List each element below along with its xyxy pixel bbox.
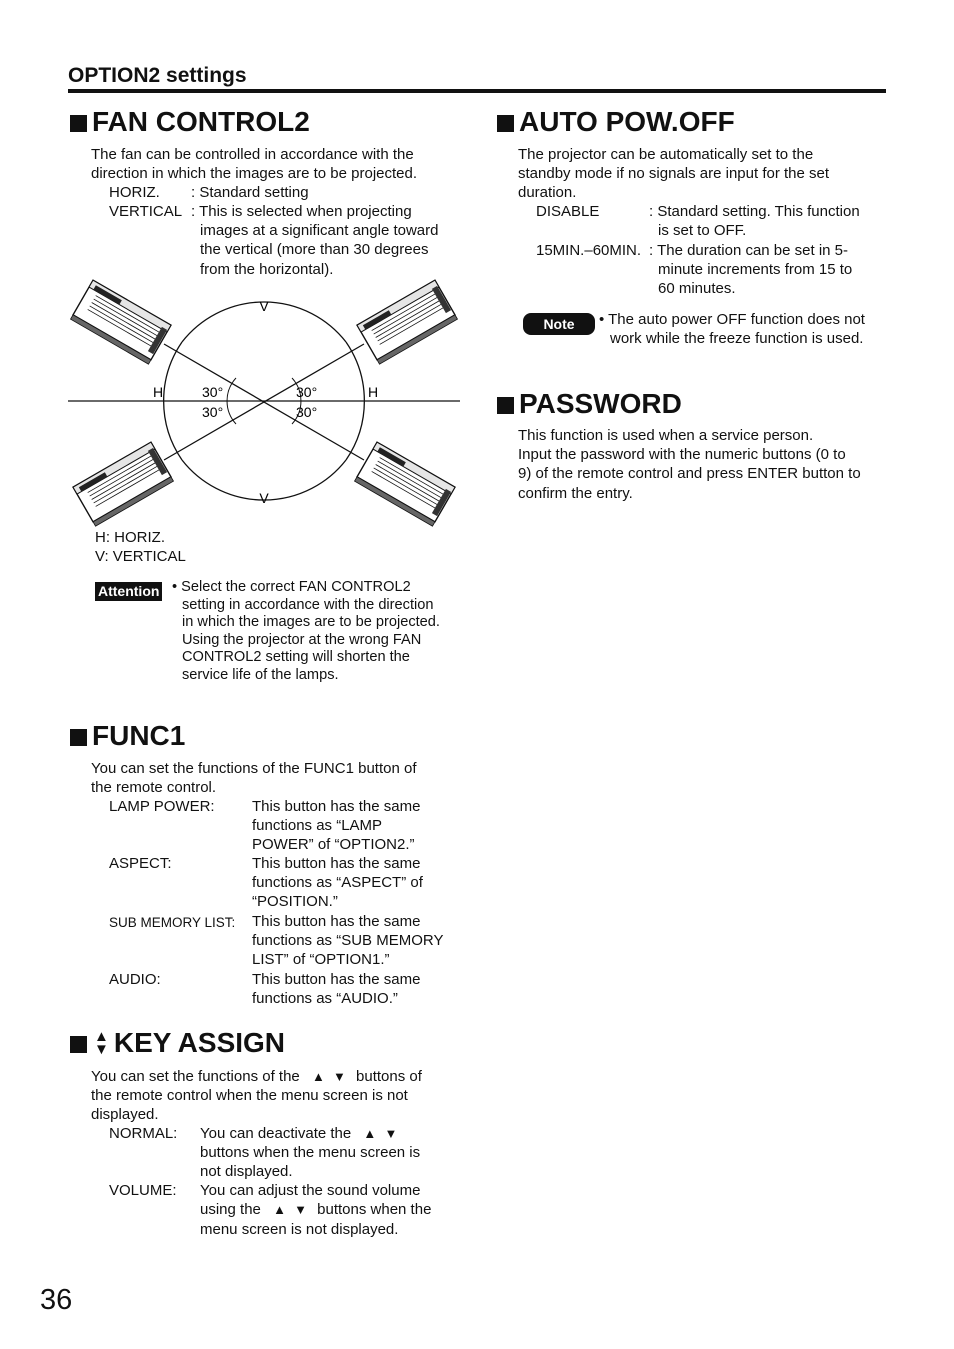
h-right-label: H <box>368 384 379 400</box>
text-line: V: VERTICAL <box>95 548 186 566</box>
text-line: duration. <box>518 184 577 202</box>
text-fragment: You can deactivate the <box>200 1125 352 1142</box>
key-assign-intro-line <box>91 1067 422 1086</box>
volume-label: VOLUME: <box>109 1182 177 1199</box>
normal-desc-line: buttons when the menu screen is <box>200 1144 421 1161</box>
text-fragment: buttons when the <box>317 1201 432 1218</box>
projection-angle-diagram <box>64 278 464 528</box>
up-down-arrows-icon <box>94 1030 109 1056</box>
text-line: 9) of the remote control and press ENTER button to <box>518 465 861 483</box>
key-assign-heading <box>70 1027 285 1059</box>
range-label: 15MIN.–60MIN. <box>536 242 642 259</box>
text-line: is set to OFF. <box>658 222 747 240</box>
text-line: “POSITION.” <box>252 893 338 911</box>
disable-desc <box>649 202 860 240</box>
projector-lower-right-icon <box>355 442 455 526</box>
projector-upper-right-icon <box>357 280 457 364</box>
func1-title: FUNC1 <box>92 720 186 751</box>
projector-lower-left-icon <box>73 442 173 526</box>
text-line: The projector can be automatically set to the <box>518 146 814 163</box>
key-assign-intro-line: displayed. <box>91 1106 159 1123</box>
up-arrow-icon: ▲ <box>273 1202 286 1217</box>
text-line: This button has the same <box>252 971 421 988</box>
text-line: work while the freeze function is used. <box>610 330 864 348</box>
password-heading <box>497 388 682 420</box>
text-line: functions as “AUDIO.” <box>252 990 398 1008</box>
func1-item-desc <box>252 797 420 855</box>
text-fragment: using the <box>200 1201 261 1218</box>
square-bullet-icon <box>70 729 87 746</box>
angle-lower-right: 30° <box>296 404 318 420</box>
diagram-legend <box>95 528 186 566</box>
normal-label: NORMAL: <box>109 1125 178 1142</box>
text-line: The fan can be controlled in accordance with the <box>91 146 414 163</box>
text-line: You can set the functions of the FUNC1 button of <box>91 760 417 777</box>
func1-item-desc <box>252 912 443 970</box>
func1-item-label: LAMP POWER: <box>109 798 215 815</box>
text-line: This button has the same <box>252 855 421 872</box>
volume-desc-line: menu screen is not displayed. <box>200 1221 399 1238</box>
text-line: from the horizontal). <box>200 260 334 278</box>
text-line: LIST” of “OPTION1.” <box>252 951 390 969</box>
horiz-label: HORIZ. <box>109 184 160 201</box>
volume-desc-line <box>200 1200 431 1219</box>
key-assign-intro-line: the remote control when the menu screen is not <box>91 1087 408 1104</box>
disable-label: DISABLE <box>536 203 600 220</box>
note-badge: Note <box>523 313 595 335</box>
note-text <box>599 310 865 348</box>
text-line: This button has the same <box>252 798 421 815</box>
square-bullet-icon <box>70 115 87 132</box>
text-line: Input the password with the numeric buttons (0 to <box>518 446 846 464</box>
up-arrow-icon: ▲ <box>311 1069 325 1084</box>
up-arrow-icon: ▲ <box>363 1126 377 1141</box>
range-desc <box>649 241 852 299</box>
header-rule <box>68 89 886 93</box>
angle-lower-left: 30° <box>202 404 224 420</box>
text-line: in which the images are to be projected. <box>182 614 440 631</box>
text-line: setting in accordance with the direction <box>182 596 434 613</box>
v-bottom-label: V <box>259 490 269 506</box>
text-line: H: HORIZ. <box>95 529 165 546</box>
text-line: : The duration can be set in 5- <box>649 242 849 259</box>
down-arrow-icon: ▼ <box>294 1202 307 1217</box>
text-line: minute increments from 15 to <box>658 261 853 279</box>
key-assign-title: KEY ASSIGN <box>113 1027 286 1058</box>
func1-intro <box>91 759 416 797</box>
fan-control2-heading <box>70 106 310 138</box>
text-line: This function is used when a service person. <box>518 427 814 444</box>
attention-badge: Attention <box>95 582 162 601</box>
text-line: functions as “LAMP <box>252 817 383 835</box>
text-fragment: You can set the functions of the <box>91 1068 300 1085</box>
text-line: functions as “SUB MEMORY <box>252 932 444 950</box>
normal-desc-line <box>200 1124 397 1143</box>
password-title: PASSWORD <box>519 388 682 419</box>
text-line: direction in which the images are to be projected. <box>91 165 418 183</box>
volume-desc-line: You can adjust the sound volume <box>200 1182 421 1199</box>
text-line: images at a significant angle toward <box>200 222 439 240</box>
text-line: This button has the same <box>252 913 421 930</box>
fan-control2-intro <box>91 145 417 183</box>
fan-control2-title: FAN CONTROL2 <box>92 106 310 137</box>
down-arrow-icon: ▼ <box>94 1041 109 1058</box>
angle-upper-right: 30° <box>296 384 318 400</box>
func1-item-desc <box>252 854 423 912</box>
down-arrow-icon: ▼ <box>332 1069 346 1084</box>
text-fragment: buttons of <box>356 1068 422 1085</box>
page-number: 36 <box>40 1284 73 1316</box>
text-line: CONTROL2 setting will shorten the <box>182 649 410 666</box>
square-bullet-icon <box>497 115 514 132</box>
square-bullet-icon <box>70 1036 87 1053</box>
projector-upper-left-icon <box>71 280 171 364</box>
down-arrow-icon: ▼ <box>384 1126 398 1141</box>
auto-pow-off-heading <box>497 106 735 138</box>
square-bullet-icon <box>497 397 514 414</box>
text-line: the vertical (more than 30 degrees <box>200 241 429 259</box>
func1-item-desc <box>252 970 420 1008</box>
text-line: confirm the entry. <box>518 484 633 502</box>
text-line: the remote control. <box>91 779 217 797</box>
text-line: : This is selected when projecting <box>191 203 412 220</box>
horiz-desc: : Standard setting <box>191 184 309 201</box>
h-left-label: H <box>153 384 164 400</box>
func1-heading <box>70 720 185 752</box>
attention-text <box>172 579 440 685</box>
text-line: standby mode if no signals are input for the set <box>518 165 830 183</box>
text-line: service life of the lamps. <box>182 666 339 683</box>
text-line: POWER” of “OPTION2.” <box>252 836 415 854</box>
text-line: functions as “ASPECT” of <box>252 874 423 892</box>
section-header: OPTION2 settings <box>68 64 247 87</box>
text-line: : Standard setting. This function <box>649 203 860 220</box>
text-line: Using the projector at the wrong FAN <box>182 631 422 648</box>
func1-item-label: SUB MEMORY LIST: <box>109 915 236 930</box>
text-line: 60 minutes. <box>658 280 736 298</box>
v-top-label: V <box>259 298 269 314</box>
vertical-label: VERTICAL <box>109 203 183 220</box>
angle-upper-left: 30° <box>202 384 224 400</box>
up-arrow-icon: ▲ <box>94 1028 109 1045</box>
vertical-desc <box>191 202 438 279</box>
text-line: • Select the correct FAN CONTROL2 <box>172 579 411 595</box>
auto-pow-off-title: AUTO POW.OFF <box>519 106 735 137</box>
password-body <box>518 426 861 503</box>
normal-desc-line: not displayed. <box>200 1163 293 1180</box>
auto-pow-off-intro <box>518 145 829 203</box>
func1-item-label: ASPECT: <box>109 855 172 872</box>
func1-item-label: AUDIO: <box>109 971 161 988</box>
text-line: • The auto power OFF function does not <box>599 311 865 328</box>
